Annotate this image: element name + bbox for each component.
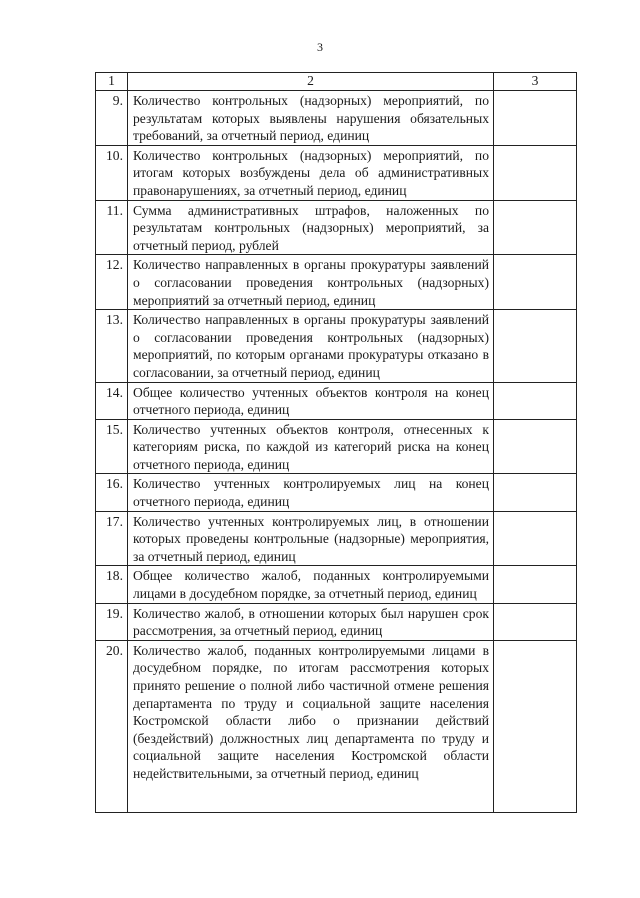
- table-row: [96, 566, 577, 603]
- row-number: 12.: [96, 255, 128, 310]
- row-number: 20.: [96, 640, 128, 812]
- table-row: [96, 640, 577, 812]
- row-number: 10.: [96, 145, 128, 200]
- table-row: [96, 382, 577, 419]
- row-text: Общее количество жалоб, поданных контролируемыми лицами в досудебном порядке, за отчетный период, единиц: [128, 566, 494, 603]
- header-col-1: 1: [96, 73, 128, 91]
- row-value: [494, 419, 577, 474]
- page-number: 3: [317, 40, 323, 54]
- row-number: 9.: [96, 91, 128, 146]
- header-col-2: 2: [128, 73, 494, 91]
- row-value: [494, 640, 577, 812]
- table-row: [96, 255, 577, 310]
- row-number: 16.: [96, 474, 128, 511]
- row-value: [494, 566, 577, 603]
- row-value: [494, 310, 577, 382]
- table-row: [96, 200, 577, 255]
- row-number: 13.: [96, 310, 128, 382]
- row-value: [494, 145, 577, 200]
- row-text: Количество учтенных объектов контроля, отнесенных к категориям риска, по каждой из категорий риска на конец отчетного периода, единиц: [128, 419, 494, 474]
- row-number: 15.: [96, 419, 128, 474]
- row-text: Количество учтенных контролируемых лиц на конец отчетного периода, единиц: [128, 474, 494, 511]
- row-number: 14.: [96, 382, 128, 419]
- row-text: Количество жалоб, в отношении которых был нарушен срок рассмотрения, за отчетный период, единиц: [128, 603, 494, 640]
- row-value: [494, 603, 577, 640]
- row-value: [494, 200, 577, 255]
- table-row: [96, 603, 577, 640]
- table-row: [96, 145, 577, 200]
- row-text: Общее количество учтенных объектов контроля на конец отчетного периода, единиц: [128, 382, 494, 419]
- row-number: 11.: [96, 200, 128, 255]
- table-row: [96, 310, 577, 382]
- header-col-3: 3: [494, 73, 577, 91]
- row-value: [494, 511, 577, 566]
- row-text: Количество учтенных контролируемых лиц, в отношении которых проведены контрольные (надзорные) мероприятия, за отчетный период, единиц: [128, 511, 494, 566]
- row-number: 17.: [96, 511, 128, 566]
- table-row: [96, 91, 577, 146]
- row-value: [494, 91, 577, 146]
- row-text: Количество жалоб, поданных контролируемыми лицами в досудебном порядке, по итогам рассмотрения которых принято решение о полной либо частичной отмене решения департамента по труду и социальной защите населения Костромской области либо о признании действий (бездействий) должностных лиц департамента по труду и социальной защите населения Костромской области недействительными, за отчетный период, единиц: [128, 640, 494, 812]
- row-number: 18.: [96, 566, 128, 603]
- row-text: Количество контрольных (надзорных) мероприятий, по результатам которых выявлены нарушения обязательных требований, за отчетный период, единиц: [128, 91, 494, 146]
- row-text: Количество направленных в органы прокуратуры заявлений о согласовании проведения контрольных (надзорных) мероприятий, по которым органами прокуратуры отказано в согласовании, за отчетный период, единиц: [128, 310, 494, 382]
- row-text: Количество контрольных (надзорных) мероприятий, по итогам которых возбуждены дела об административных правонарушениях, за отчетный период, единиц: [128, 145, 494, 200]
- table-header-row: [96, 73, 577, 91]
- report-table: [95, 72, 577, 813]
- row-value: [494, 474, 577, 511]
- row-number: 19.: [96, 603, 128, 640]
- table-row: [96, 419, 577, 474]
- row-text: Сумма административных штрафов, наложенных по результатам контрольных (надзорных) мероприятий, за отчетный период, рублей: [128, 200, 494, 255]
- row-text: Количество направленных в органы прокуратуры заявлений о согласовании проведения контрольных (надзорных) мероприятий за отчетный период, единиц: [128, 255, 494, 310]
- table-row: [96, 474, 577, 511]
- row-value: [494, 382, 577, 419]
- table-row: [96, 511, 577, 566]
- row-value: [494, 255, 577, 310]
